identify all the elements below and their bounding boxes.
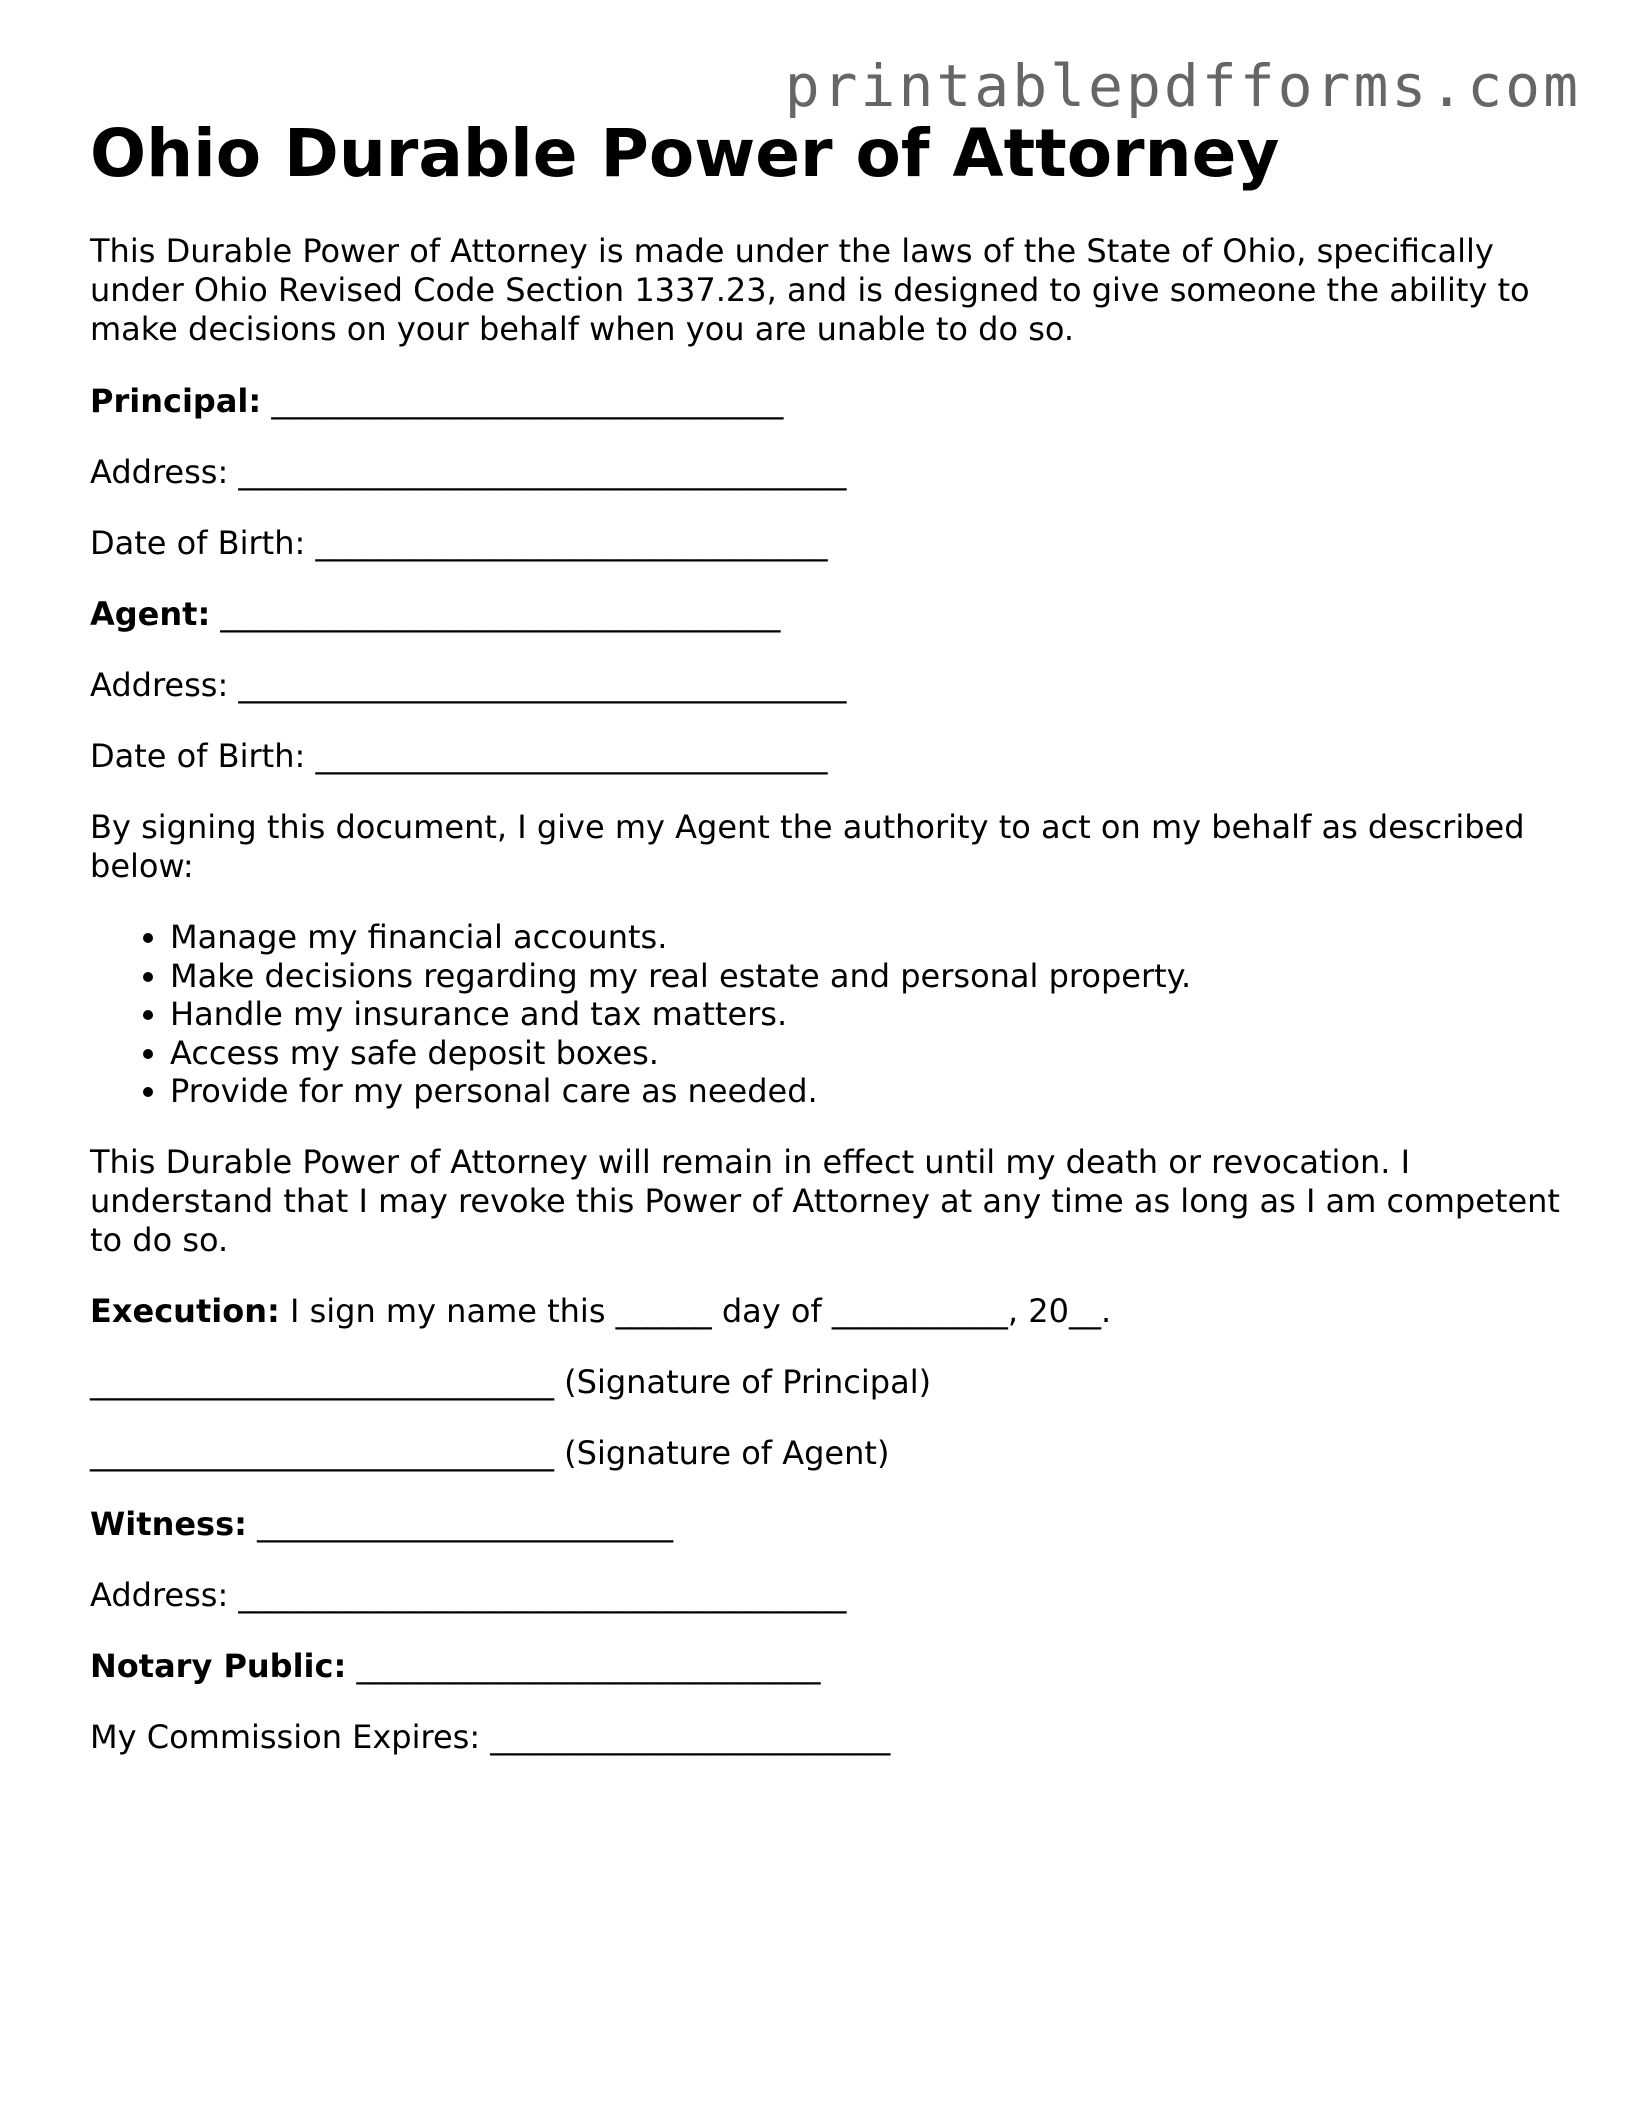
list-item: • Access my safe deposit boxes. bbox=[170, 1034, 1560, 1073]
principal-address-label: Address: bbox=[90, 453, 229, 491]
principal-dob-label: Date of Birth: bbox=[90, 524, 306, 562]
witness-address-field bbox=[90, 1576, 1560, 1615]
witness-label: Witness: bbox=[90, 1504, 247, 1543]
agent-address-field bbox=[90, 666, 1560, 705]
intro-paragraph: This Durable Power of Attorney is made under the laws of the State of Ohio, specifically under Ohio Revised Code Section 1337.23, and is designed to give someone the ability to make decisions on your behalf when you are unable to do so. bbox=[90, 232, 1530, 348]
witness-name-field bbox=[90, 1505, 1560, 1544]
witness-address-blank[interactable]: ______________________________________ bbox=[238, 1575, 847, 1614]
agent-name-blank[interactable]: ___________________________________ bbox=[220, 595, 781, 633]
notary-blank[interactable]: _____________________________ bbox=[356, 1646, 821, 1685]
agent-name-field bbox=[90, 595, 1560, 634]
agent-signature-caption: (Signature of Agent) bbox=[554, 1433, 890, 1472]
agent-signature-blank[interactable]: _____________________________ bbox=[90, 1433, 554, 1472]
principal-signature-caption: (Signature of Principal) bbox=[554, 1362, 932, 1401]
notary-label: Notary Public: bbox=[90, 1646, 347, 1685]
commission-field bbox=[90, 1718, 1560, 1757]
agent-address-blank[interactable]: ______________________________________ bbox=[238, 666, 847, 704]
execution-label: Execution: bbox=[90, 1291, 280, 1330]
agent-label: Agent: bbox=[90, 595, 211, 633]
principal-address-blank[interactable]: ______________________________________ bbox=[238, 453, 847, 491]
agent-signature-line bbox=[90, 1434, 1560, 1473]
list-item: • Manage my financial accounts. bbox=[170, 918, 1560, 957]
document-title: Ohio Durable Power of Attorney bbox=[90, 115, 1280, 192]
principal-signature-blank[interactable]: _____________________________ bbox=[90, 1362, 554, 1401]
agent-dob-label: Date of Birth: bbox=[90, 737, 306, 775]
document-page bbox=[90, 112, 1560, 1757]
principal-dob-field bbox=[90, 524, 1560, 563]
powers-list bbox=[90, 918, 1560, 1111]
witness-address-label: Address: bbox=[90, 1575, 229, 1614]
authority-paragraph: By signing this document, I give my Agent the authority to act on my behalf as described below: bbox=[90, 808, 1525, 885]
execution-text[interactable]: I sign my name this ______ day of ___________, 20__. bbox=[279, 1291, 1112, 1330]
commission-blank[interactable]: _________________________ bbox=[490, 1717, 891, 1756]
principal-address-field bbox=[90, 453, 1560, 492]
list-item: • Provide for my personal care as needed. bbox=[170, 1072, 1560, 1111]
watermark: printablepdfforms.com bbox=[784, 52, 1581, 120]
principal-name-field bbox=[90, 382, 1560, 421]
agent-address-label: Address: bbox=[90, 666, 229, 704]
principal-signature-line bbox=[90, 1363, 1560, 1402]
durability-paragraph: This Durable Power of Attorney will remain in effect until my death or revocation. I understand that I may revoke this Power of Attorney at any time as long as I am competent to do so. bbox=[90, 1142, 1560, 1259]
list-item: • Handle my insurance and tax matters. bbox=[170, 995, 1560, 1034]
principal-name-blank[interactable]: ________________________________ bbox=[271, 382, 784, 420]
commission-label: My Commission Expires: bbox=[90, 1717, 481, 1756]
list-item: • Make decisions regarding my real estate and personal property. bbox=[170, 957, 1560, 996]
notary-field bbox=[90, 1647, 1560, 1686]
agent-dob-blank[interactable]: ________________________________ bbox=[315, 737, 828, 775]
execution-line bbox=[90, 1292, 1560, 1331]
principal-dob-blank[interactable]: ________________________________ bbox=[315, 524, 828, 562]
principal-label: Principal: bbox=[90, 382, 262, 420]
witness-name-blank[interactable]: __________________________ bbox=[257, 1504, 674, 1543]
agent-dob-field bbox=[90, 737, 1560, 776]
